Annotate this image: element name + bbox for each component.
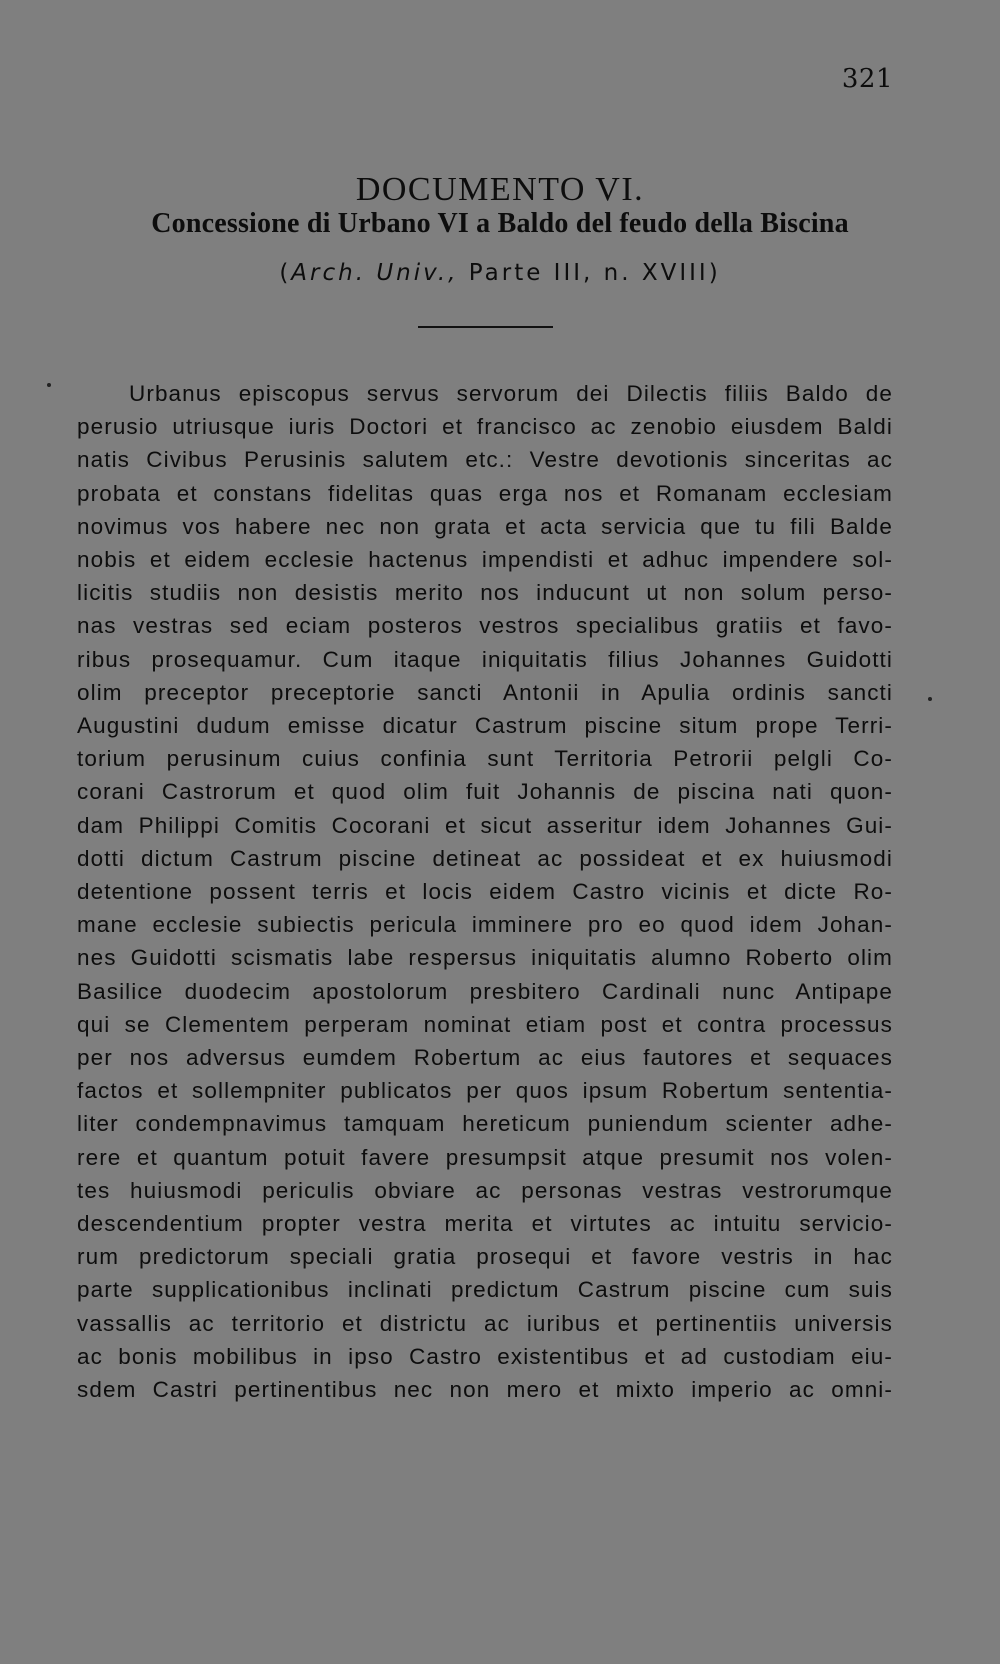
body-line: Urbanus episcopus servus servorum dei Dilectis filiis Baldo de [129, 381, 893, 406]
body-line: detentione possent terris et locis eidem Castro vicinis et dicte Ro- [77, 879, 893, 905]
body-line: Basilice duodecim apostolorum presbitero Cardinali nunc Antipape [77, 978, 893, 1004]
body-line: dam Philippi Comitis Cocorani et sicut asseritur idem Johannes Gui- [77, 812, 893, 838]
body-line: descendentium propter vestra merita et virtutes ac intuitu servicio- [77, 1211, 893, 1237]
body-line: tes huiusmodi periculis obviare ac personas vestras vestrorumque [77, 1177, 893, 1203]
body-line: perusio utriusque iuris Doctori et francisco ac zenobio eiusdem Baldi [77, 414, 893, 440]
body-line: sdem Castri pertinentibus nec non mero et mixto imperio ac omni- [77, 1377, 893, 1403]
body-line: liter condempnavimus tamquam hereticum puniendum scienter adhe- [77, 1111, 893, 1137]
body-line: ribus prosequamur. Cum itaque iniquitatis filius Johannes Guidotti [77, 646, 893, 672]
body-line: torium perusinum cuius confinia sunt Territoria Petrorii pelgli Co- [77, 746, 893, 772]
body-line: qui se Clementem perperam nominat etiam post et contra processus [77, 1011, 893, 1037]
print-speck [47, 383, 51, 387]
body-line: nas vestras sed eciam posteros vestros specialibus gratiis et favo- [77, 613, 893, 639]
body-line: licitis studiis non desistis merito nos inducunt ut non solum perso- [77, 580, 893, 606]
body-line: ac bonis mobilibus in ipso Castro existentibus et ad custodiam eiu- [77, 1343, 893, 1369]
page-number: 321 [841, 64, 893, 94]
body-line: parte supplicationibus inclinati predictum Castrum piscine cum suis [77, 1277, 893, 1303]
body-line: per nos adversus eumdem Robertum ac eius fautores et sequaces [77, 1045, 893, 1071]
body-line: corani Castrorum et quod olim fuit Johannis de piscina nati quon- [77, 779, 893, 805]
document-subtitle: Concessione di Urbano VI a Baldo del feudo della Biscina [151, 208, 849, 239]
body-line: vassallis ac territorio et districtu ac iuribus et pertinentiis universis [77, 1310, 893, 1336]
body-line: nobis et eidem ecclesie hactenus impendisti et adhuc impendere sol- [77, 547, 893, 573]
body-line: dotti dictum Castrum piscine detineat ac possideat et ex huiusmodi [77, 845, 893, 871]
archive-reference [0, 260, 1000, 286]
archive-reference-rest: Parte III, n. XVIII) [458, 260, 721, 286]
body-line: rum predictorum speciali gratia prosequi et favore vestris in hac [77, 1244, 893, 1270]
body-line: mane ecclesie subiectis pericula imminere pro eo quod idem Johan- [77, 912, 893, 938]
body-line: rere et quantum potuit favere presumpsit atque presumit nos volen- [77, 1144, 893, 1170]
archive-reference-italic: Arch. Univ., [291, 260, 459, 286]
body-line: probata et constans fidelitas quas erga nos et Romanam ecclesiam [77, 480, 893, 506]
body-line: Augustini dudum emisse dicatur Castrum piscine situm prope Terri- [77, 713, 893, 739]
body-line: factos et sollempniter publicatos per quos ipsum Robertum sententia- [77, 1078, 893, 1104]
document-body [77, 377, 893, 1406]
document-title: DOCUMENTO VI. [355, 170, 645, 208]
title-divider [418, 326, 553, 328]
body-line: novimus vos habere nec non grata et acta servicia que tu fili Balde [77, 513, 893, 539]
print-speck [928, 697, 932, 701]
archive-reference-open: ( [279, 260, 292, 286]
body-line: olim preceptor preceptorie sancti Antonii in Apulia ordinis sancti [77, 679, 893, 705]
body-line: natis Civibus Perusinis salutem etc.: Vestre devotionis sinceritas ac [77, 447, 893, 473]
body-line: nes Guidotti scismatis labe respersus iniquitatis alumno Roberto olim [77, 945, 893, 971]
